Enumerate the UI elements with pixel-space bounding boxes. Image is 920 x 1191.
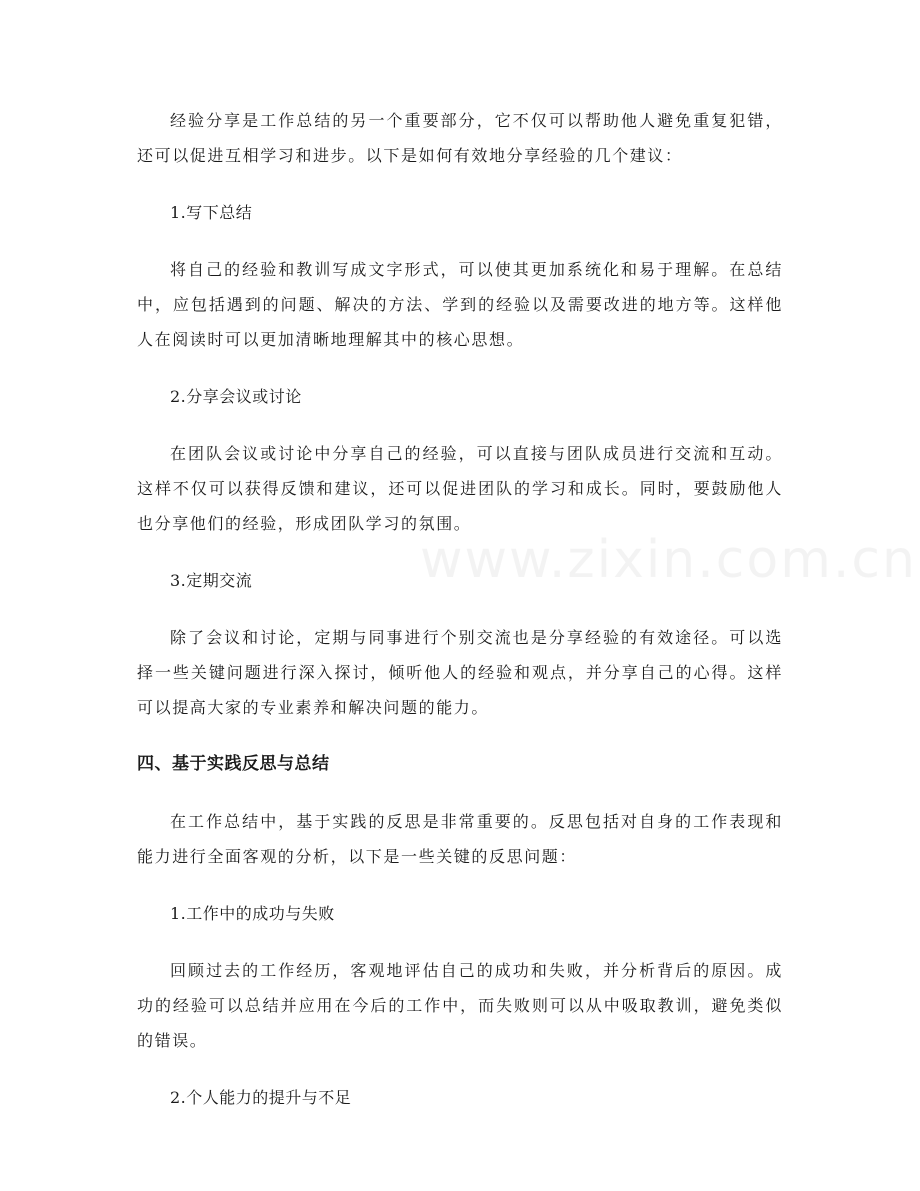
- paragraph-reflection-intro: 在工作总结中，基于实践的反思是非常重要的。反思包括对自身的工作表现和能力进行全面客观的分析，以下是一些关键的反思问题：: [137, 812, 783, 866]
- subheading-share-meetings: 2.分享会议或讨论: [170, 387, 302, 406]
- paragraph-experience-sharing-intro: 经验分享是工作总结的另一个重要部分，它不仅可以帮助他人避免重复犯错，还可以促进互相学习和进步。以下是如何有效地分享经验的几个建议：: [137, 111, 783, 165]
- subheading-regular-communication: 3.定期交流: [170, 571, 253, 590]
- document-body: [137, 103, 783, 1137]
- paragraph-share-meetings: 在团队会议或讨论中分享自己的经验，可以直接与团队成员进行交流和互动。这样不仅可以获得反馈和建议，还可以促进团队的学习和成长。同时，要鼓励他人也分享他们的经验，形成团队学习的氛围。: [137, 444, 783, 533]
- paragraph-write-summary: 将自己的经验和教训写成文字形式，可以使其更加系统化和易于理解。在总结中，应包括遇到的问题、解决的方法、学到的经验以及需要改进的地方等。这样他人在阅读时可以更加清晰地理解其中的核心思想。: [137, 260, 783, 349]
- section-heading-practice-reflection: 四、基于实践反思与总结: [137, 754, 330, 774]
- subheading-write-summary: 1.写下总结: [170, 203, 253, 222]
- paragraph-success-failure: 回顾过去的工作经历，客观地评估自己的成功和失败，并分析背后的原因。成功的经验可以总结并应用在今后的工作中，而失败则可以从中吸取教训，避免类似的错误。: [137, 961, 783, 1050]
- watermark: www.zixin.com.cn: [420, 530, 917, 590]
- subheading-success-failure: 1.工作中的成功与失败: [170, 904, 335, 923]
- subheading-ability-improvement: 2.个人能力的提升与不足: [170, 1088, 352, 1107]
- paragraph-regular-communication: 除了会议和讨论，定期与同事进行个别交流也是分享经验的有效途径。可以选择一些关键问题进行深入探讨，倾听他人的经验和观点，并分享自己的心得。这样可以提高大家的专业素养和解决问题的能力。: [137, 628, 783, 717]
